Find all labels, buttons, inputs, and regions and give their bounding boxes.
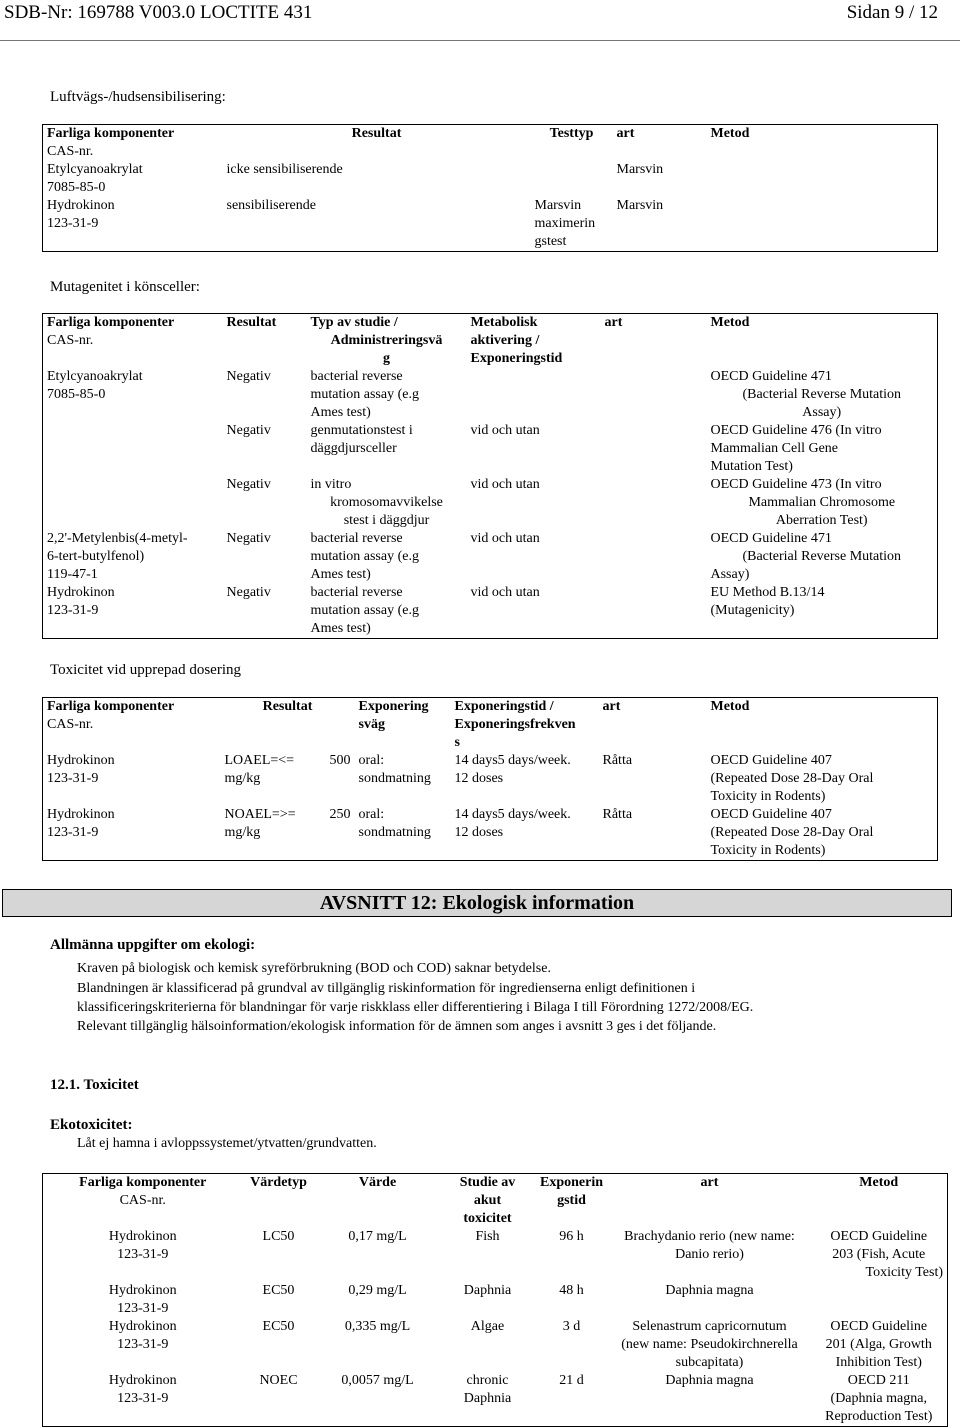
valuetype-cell: EC50 [262, 1319, 295, 1334]
col-header-result: Resultat [226, 315, 277, 330]
method-line: OECD Guideline 407 [710, 753, 832, 768]
species-cell: Råtta [602, 753, 633, 768]
col-header-cas: CAS-nr. [47, 717, 94, 732]
col-header-species: art [700, 1175, 719, 1190]
mutagenicity-table [42, 313, 938, 639]
page-header [0, 0, 960, 28]
species-cell: Marsvin [616, 198, 664, 213]
component-name: Hydrokinon [47, 585, 115, 600]
species-cell: Marsvin [616, 162, 664, 177]
valuetype-cell: NOEC [259, 1373, 298, 1388]
species-line: subcapitata) [675, 1355, 744, 1370]
metabolic-cell: vid och utan [470, 477, 540, 492]
species-cell: Daphnia magna [665, 1283, 754, 1298]
table-row [43, 1372, 948, 1427]
cas-number: 123-31-9 [47, 825, 99, 840]
col-header-species: art [616, 126, 635, 141]
cas-number: 123-31-9 [47, 771, 99, 786]
method-line: OECD Guideline 476 (In vitro [710, 423, 882, 438]
testtype-line: maximerin [534, 216, 596, 231]
method-line: Assay) [710, 567, 750, 582]
species-cell: Råtta [602, 807, 633, 822]
table-row [43, 161, 938, 197]
component-name: Etylcyanoakrylat [47, 369, 143, 384]
species-cell: Daphnia magna [665, 1373, 754, 1388]
method-line: Aberration Test) [775, 513, 868, 528]
exposure-cell: 96 h [559, 1229, 584, 1244]
method-cell [707, 161, 938, 197]
study-cell: Algae [470, 1319, 505, 1334]
method-line: (Bacterial Reverse Mutation [742, 387, 902, 402]
col-header-species: art [602, 699, 621, 714]
exposure-cell: 3 d [562, 1319, 581, 1334]
component-name: Hydrokinon [108, 1319, 177, 1334]
result-type: NOAEL=>= [224, 807, 296, 822]
exposure-cell: 48 h [559, 1283, 584, 1298]
col-header-metabolic: Metabolisk [470, 315, 538, 330]
cas-number: 123-31-9 [47, 216, 99, 231]
metabolic-cell: vid och utan [470, 423, 540, 438]
testtype-cell [531, 161, 613, 197]
cas-number: 123-31-9 [117, 1247, 169, 1262]
method-cell [707, 197, 938, 252]
method-line: Toxicity Test) [865, 1265, 943, 1280]
result-cell: Negativ [226, 369, 271, 384]
document-id: SDB-Nr: 169788 V003.0 LOCTITE 431 [4, 2, 313, 23]
col-header-study: toxicitet [463, 1211, 512, 1226]
method-line: OECD Guideline 471 [710, 531, 832, 546]
col-header-route: sväg [358, 717, 385, 732]
table-row [43, 584, 938, 639]
component-name: Hydrokinon [108, 1229, 177, 1244]
col-header-study: akut [473, 1193, 502, 1208]
col-header-study: g [383, 351, 390, 366]
col-header-component: Farliga komponenter [47, 315, 175, 330]
species-line: Selenastrum capricornutum [632, 1319, 787, 1334]
species-cell [601, 422, 707, 476]
col-header-study: Administreringsvä [330, 333, 443, 348]
result-cell: Negativ [226, 477, 271, 492]
ecology-text-2: Blandningen är klassificerad på grundval av tillgänglig riskinformation för ingredienserna enligt definitionen i [77, 981, 696, 996]
ecotoxicity-text: Låt ej hamna i avloppssystemet/ytvatten/grundvatten. [77, 1136, 377, 1151]
method-line: OECD 211 [847, 1373, 910, 1388]
metabolic-cell [467, 368, 601, 422]
section-title-repeated-dose: Toxicitet vid upprepad dosering [50, 662, 241, 678]
component-name: Hydrokinon [108, 1373, 177, 1388]
result-cell: Negativ [226, 585, 271, 600]
col-header-species: art [604, 315, 623, 330]
table-header-row [43, 1174, 948, 1229]
route-line: sondmatning [358, 825, 431, 840]
table-row [43, 806, 938, 861]
col-header-duration: Exponeringstid / [454, 699, 554, 714]
ecotoxicity-title: Ekotoxicitet: [50, 1117, 133, 1133]
ecology-text-1: Kraven på biologisk och kemisk syreförbrukning (BOD och COD) saknar betydelse. [77, 961, 551, 976]
method-line: OECD Guideline 407 [710, 807, 832, 822]
col-header-cas: CAS-nr. [47, 144, 94, 159]
cas-number: 119-47-1 [47, 567, 98, 582]
cas-number: 7085-85-0 [47, 387, 106, 402]
method-line: OECD Guideline 471 [710, 369, 832, 384]
col-header-value: Värde [358, 1175, 397, 1190]
method-line: Mammalian Cell Gene [710, 441, 839, 456]
study-line: bacterial reverse [310, 369, 403, 384]
value-cell: 0,0057 mg/L [341, 1373, 414, 1388]
col-header-method: Metod [710, 315, 750, 330]
col-header-component: Farliga komponenter [47, 126, 175, 141]
study-line: in vitro [310, 477, 352, 492]
subsection-title-toxicity: 12.1. Toxicitet [50, 1077, 139, 1093]
metabolic-cell: vid och utan [470, 585, 540, 600]
testtype-line: Marsvin [534, 198, 582, 213]
testtype-cell [531, 197, 613, 252]
exposure-cell: 21 d [559, 1373, 584, 1388]
col-header-component: Farliga komponenter [79, 1175, 207, 1190]
col-header-method: Metod [859, 1175, 899, 1190]
study-line: Fish [475, 1229, 500, 1244]
result-value: 500 [329, 753, 351, 768]
ecotoxicity-table [42, 1173, 948, 1427]
ecology-text-4: Relevant tillgänglig hälsoinformation/ekologisk information för de ämnen som anges i avsnitt 3 ges i det följande. [77, 1019, 717, 1034]
col-header-cas: CAS-nr. [47, 333, 94, 348]
general-ecology-title: Allmänna uppgifter om ekologi: [50, 937, 256, 953]
repeated-dose-table [42, 697, 938, 861]
table-row [43, 197, 938, 252]
result-type: LOAEL=<= [224, 753, 295, 768]
component-name: Hydrokinon [47, 753, 115, 768]
method-line: Assay) [802, 405, 842, 420]
result-cell: icke sensibiliserende [226, 162, 343, 177]
component-name: Hydrokinon [47, 807, 115, 822]
study-line: chronic [466, 1373, 509, 1388]
col-header-route: Exponering [358, 699, 429, 714]
study-line: mutation assay (e.g [310, 603, 419, 618]
col-header-study: Typ av studie / [310, 315, 398, 330]
col-header-testtype: Testtyp [549, 126, 594, 141]
study-line: genmutationstest i [310, 423, 413, 438]
method-line: (Repeated Dose 28-Day Oral [710, 771, 874, 786]
col-header-valuetype: Värdetyp [250, 1175, 307, 1190]
route-line: oral: [358, 807, 385, 822]
duration-line: 12 doses [454, 771, 504, 786]
table-header-row [43, 698, 938, 753]
result-cell: Negativ [226, 531, 271, 546]
study-line: stest i däggdjur [343, 513, 430, 528]
study-line: Ames test) [310, 621, 371, 636]
method-line: 201 (Alga, Growth [825, 1337, 932, 1352]
metabolic-cell: vid och utan [470, 531, 540, 546]
method-line: OECD Guideline [830, 1319, 928, 1334]
duration-line: 14 days5 days/week. [454, 753, 571, 768]
col-header-component: Farliga komponenter [47, 699, 175, 714]
value-cell: 0,17 mg/L [348, 1229, 407, 1244]
species-line: Danio rerio) [675, 1247, 744, 1262]
study-line: Daphnia [463, 1391, 512, 1406]
table-row [43, 1228, 948, 1282]
table-row [43, 1318, 948, 1372]
method-line: (Bacterial Reverse Mutation [742, 549, 902, 564]
cas-number: 123-31-9 [47, 603, 99, 618]
component-name: Etylcyanoakrylat [47, 162, 143, 177]
study-line: däggdjursceller [310, 441, 397, 456]
method-line: OECD Guideline 473 (In vitro [710, 477, 882, 492]
result-unit: mg/kg [224, 825, 261, 840]
method-line: EU Method B.13/14 [710, 585, 825, 600]
col-header-result: Resultat [351, 126, 402, 141]
col-header-metabolic: aktivering / [470, 333, 540, 348]
study-cell: Daphnia [463, 1283, 512, 1298]
component-name: Hydrokinon [108, 1283, 177, 1298]
species-cell [601, 368, 707, 422]
study-line: bacterial reverse [310, 585, 403, 600]
duration-line: 14 days5 days/week. [454, 807, 571, 822]
testtype-line: gstest [534, 234, 567, 249]
study-line: mutation assay (e.g [310, 387, 419, 402]
sensitization-table [42, 124, 938, 252]
col-header-method: Metod [710, 699, 750, 714]
route-line: sondmatning [358, 771, 431, 786]
component-name: Hydrokinon [47, 198, 115, 213]
method-cell [811, 1282, 948, 1318]
col-header-exposure: Exponerin [539, 1175, 603, 1190]
col-header-method: Metod [710, 126, 750, 141]
study-line: kromosomavvikelse [330, 495, 443, 510]
method-line: Inhibition Test) [835, 1355, 922, 1370]
method-line: Mammalian Chromosome [748, 495, 896, 510]
study-line: Ames test) [310, 567, 371, 582]
method-line: (Daphnia magna, [830, 1391, 927, 1406]
value-cell: 0,335 mg/L [344, 1319, 411, 1334]
col-header-exposure: gstid [557, 1193, 586, 1208]
col-header-duration: s [454, 735, 460, 750]
table-row [43, 530, 938, 584]
component-name: 2,2'-Metylenbis(4-metyl- [47, 531, 188, 546]
table-row [43, 1282, 948, 1318]
species-line: (new name: Pseudokirchnerella [621, 1337, 798, 1352]
result-value: 250 [329, 807, 351, 822]
cas-number: 123-31-9 [117, 1301, 169, 1316]
method-line: (Repeated Dose 28-Day Oral [710, 825, 874, 840]
method-line: (Mutagenicity) [710, 603, 795, 618]
method-line: OECD Guideline [830, 1229, 928, 1244]
method-line: Toxicity in Rodents) [710, 789, 826, 804]
col-header-duration: Exponeringsfrekven [454, 717, 576, 732]
result-cell: Negativ [226, 423, 271, 438]
duration-line: 12 doses [454, 825, 504, 840]
cas-number: 7085-85-0 [47, 180, 106, 195]
species-cell [601, 584, 707, 639]
route-line: oral: [358, 753, 385, 768]
table-row [43, 752, 938, 806]
valuetype-cell: EC50 [262, 1283, 295, 1298]
result-unit: mg/kg [224, 771, 261, 786]
section-12-banner: AVSNITT 12: Ekologisk information [2, 889, 952, 917]
page-number: Sidan 9 / 12 [846, 2, 938, 23]
method-line: Mutation Test) [710, 459, 793, 474]
section-title-sensitization: Luftvägs-/hudsensibilisering: [50, 89, 226, 105]
section-title-mutagenicity: Mutagenitet i könsceller: [50, 279, 200, 295]
species-cell [601, 476, 707, 530]
valuetype-cell: LC50 [262, 1229, 295, 1244]
cas-number: 123-31-9 [117, 1391, 169, 1406]
method-line: Toxicity in Rodents) [710, 843, 826, 858]
result-cell: sensibiliserende [226, 198, 316, 213]
study-line: Ames test) [310, 405, 371, 420]
value-cell: 0,29 mg/L [348, 1283, 407, 1298]
table-row [43, 368, 938, 422]
col-header-metabolic: Exponeringstid [470, 351, 563, 366]
ecology-text-3: klassificeringskriterierna för blandningar för varje riskklass eller differentiering i Bilaga I till Förordning 1272/2008/EG. [77, 1000, 754, 1015]
cas-number: 123-31-9 [117, 1337, 169, 1352]
component-name: 6-tert-butylfenol) [47, 549, 145, 564]
study-line: bacterial reverse [310, 531, 403, 546]
method-line: Reproduction Test) [825, 1409, 933, 1424]
col-header-study: Studie av [459, 1175, 516, 1190]
header-divider [0, 40, 960, 41]
table-header-row [43, 314, 938, 369]
method-line: 203 (Fish, Acute [832, 1247, 926, 1262]
species-cell [601, 530, 707, 584]
table-header-row [43, 125, 938, 162]
study-line: mutation assay (e.g [310, 549, 419, 564]
col-header-result: Resultat [262, 699, 313, 714]
species-line: Brachydanio rerio (new name: [624, 1229, 795, 1244]
col-header-cas: CAS-nr. [119, 1193, 166, 1208]
